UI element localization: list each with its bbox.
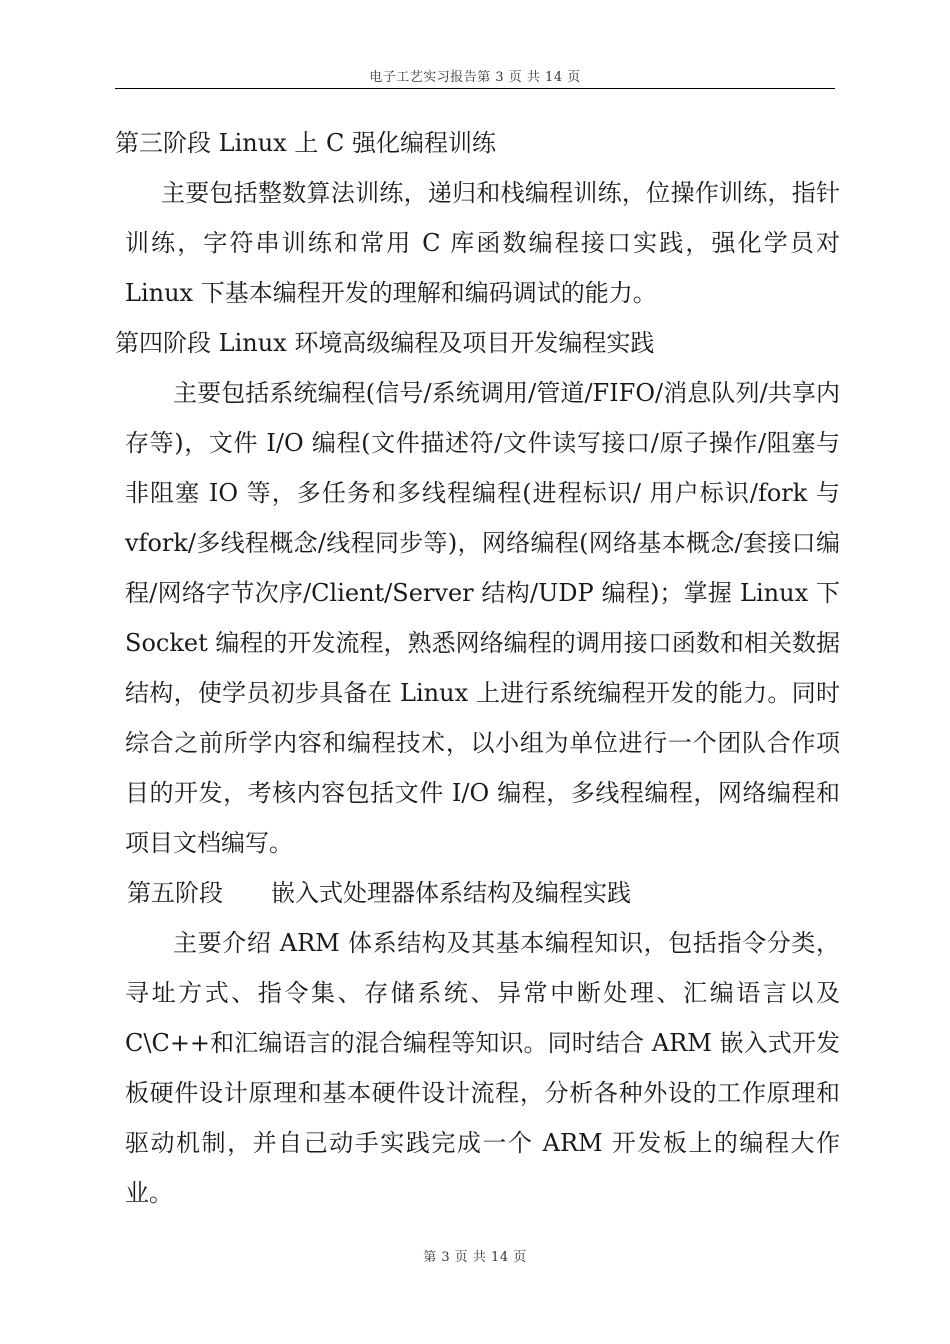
section-heading-stage-5: 第五阶段 嵌入式处理器体系结构及编程实践 [127, 879, 631, 907]
page-header: 电子工艺实习报告第 3 页 共 14 页 [369, 70, 581, 85]
section-paragraph-stage-5: 主要介绍 ARM 体系结构及其基本编程知识，包括指令分类，寻址方式、指令集、存储系统、异常中断处理、汇编语言以及 C\C++和汇编语言的混合编程等知识。同时结合 ARM 嵌入式开发板硬件设计原理和基本硬件设计流程，分析各种外设的工作原理和驱动机制，并自己动手实践完成一个 ARM 开发板上的编程大作业。 [125, 929, 840, 1207]
section-heading-stage-4: 第四阶段 Linux 环境高级编程及项目开发编程实践 [115, 329, 655, 357]
section-heading-stage-3: 第三阶段 Linux 上 C 强化编程训练 [115, 129, 496, 157]
section-paragraph-stage-3: 主要包括整数算法训练，递归和栈编程训练，位操作训练，指针训练，字符串训练和常用 C 库函数编程接口实践，强化学员对 Linux 下基本编程开发的理解和编码调试的能力。 [125, 179, 840, 307]
page-footer: 第 3 页 共 14 页 [423, 1250, 527, 1265]
section-paragraph-stage-4: 主要包括系统编程(信号/系统调用/管道/FIFO/消息队列/共享内存等)，文件 I/O 编程(文件描述符/文件读写接口/原子操作/阻塞与非阻塞 IO 等，多任务和多线程编程(进程标识/ 用户标识/fork 与 vfork/多线程概念/线程同步等)，网络编程(网络基本概念/套接口编程/网络字节次序/Client/Server 结构/UDP 编程)；掌握 Linux 下 Socket 编程的开发流程，熟悉网络编程的调用接口函数和相关数据结构，使学员初步具备在 Linux 上进行系统编程开发的能力。同时综合之前所学内容和编程技术，以小组为单位进行一个团队合作项目的开发，考核内容包括文件 I/O 编程，多线程编程，网络编程和项目文档编写。 [125, 379, 840, 857]
header-rule [115, 88, 835, 89]
document-body [115, 118, 840, 1218]
